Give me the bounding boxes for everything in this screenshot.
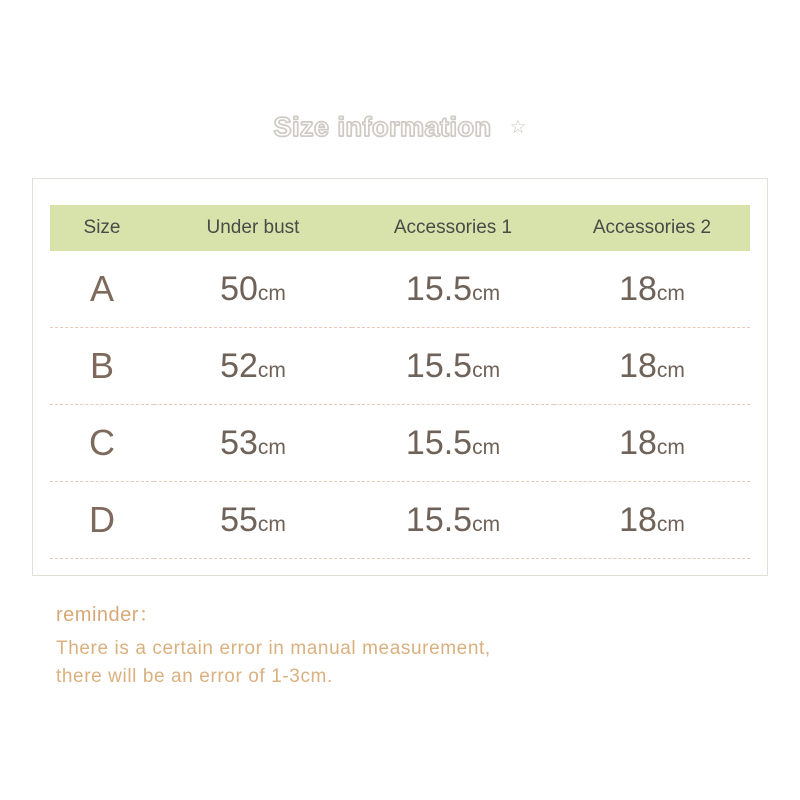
- cell-under-bust: [154, 328, 352, 405]
- size-table-header: [50, 205, 750, 251]
- unit: cm: [472, 281, 501, 305]
- cell-size: [50, 251, 154, 328]
- size-table-card: [32, 178, 768, 576]
- cell-accessories-2: [554, 482, 750, 559]
- cell-accessories-2: [554, 405, 750, 482]
- size-table-body: [50, 251, 750, 559]
- cell-accessories-1: [352, 405, 554, 482]
- value: 18: [619, 269, 657, 308]
- cell-accessories-1: [352, 251, 554, 328]
- cell-accessories-2: [554, 251, 750, 328]
- page-title-text: Size information: [273, 112, 492, 142]
- table-header-row: [50, 205, 750, 251]
- cell-accessories-1: [352, 482, 554, 559]
- cell-under-bust: [154, 251, 352, 328]
- cell-under-bust: [154, 482, 352, 559]
- unit: cm: [656, 435, 685, 459]
- column-header-size: Size: [50, 205, 154, 251]
- cell-accessories-1: [352, 328, 554, 405]
- cell-size: [50, 405, 154, 482]
- value: 52: [220, 346, 258, 385]
- value: 55: [220, 500, 258, 539]
- unit: cm: [656, 358, 685, 382]
- value: 50: [220, 269, 258, 308]
- unit: cm: [257, 358, 286, 382]
- unit: cm: [472, 512, 501, 536]
- size-label: A: [89, 268, 114, 309]
- value: 15.5: [405, 269, 473, 308]
- size-label: D: [89, 499, 115, 540]
- table-row: [50, 405, 750, 482]
- star-icon: ☆: [509, 117, 527, 138]
- column-header-accessories-2: Accessories 2: [554, 205, 750, 251]
- value: 15.5: [405, 500, 473, 539]
- size-table: [50, 205, 750, 559]
- value: 15.5: [405, 423, 473, 462]
- column-header-under-bust: Under bust: [154, 205, 352, 251]
- table-row: [50, 328, 750, 405]
- value: 18: [619, 500, 657, 539]
- unit: cm: [257, 512, 286, 536]
- reminder-label: reminder：: [56, 604, 160, 626]
- value: 15.5: [405, 346, 473, 385]
- cell-accessories-2: [554, 328, 750, 405]
- value: 53: [220, 423, 258, 462]
- unit: cm: [472, 435, 501, 459]
- size-label: C: [89, 422, 115, 463]
- reminder-block: [56, 598, 756, 691]
- cell-under-bust: [154, 405, 352, 482]
- column-header-accessories-1: Accessories 1: [352, 205, 554, 251]
- unit: cm: [257, 281, 286, 305]
- table-row: [50, 251, 750, 328]
- value: 18: [619, 346, 657, 385]
- cell-size: [50, 482, 154, 559]
- page-title: [0, 112, 800, 143]
- cell-size: [50, 328, 154, 405]
- unit: cm: [472, 358, 501, 382]
- table-row: [50, 482, 750, 559]
- value: 18: [619, 423, 657, 462]
- unit: cm: [656, 512, 685, 536]
- unit: cm: [257, 435, 286, 459]
- reminder-line-1: There is a certain error in manual measurement,: [56, 638, 491, 659]
- size-label: B: [89, 345, 114, 386]
- unit: cm: [656, 281, 685, 305]
- reminder-line-2: there will be an error of 1-3cm.: [56, 666, 333, 687]
